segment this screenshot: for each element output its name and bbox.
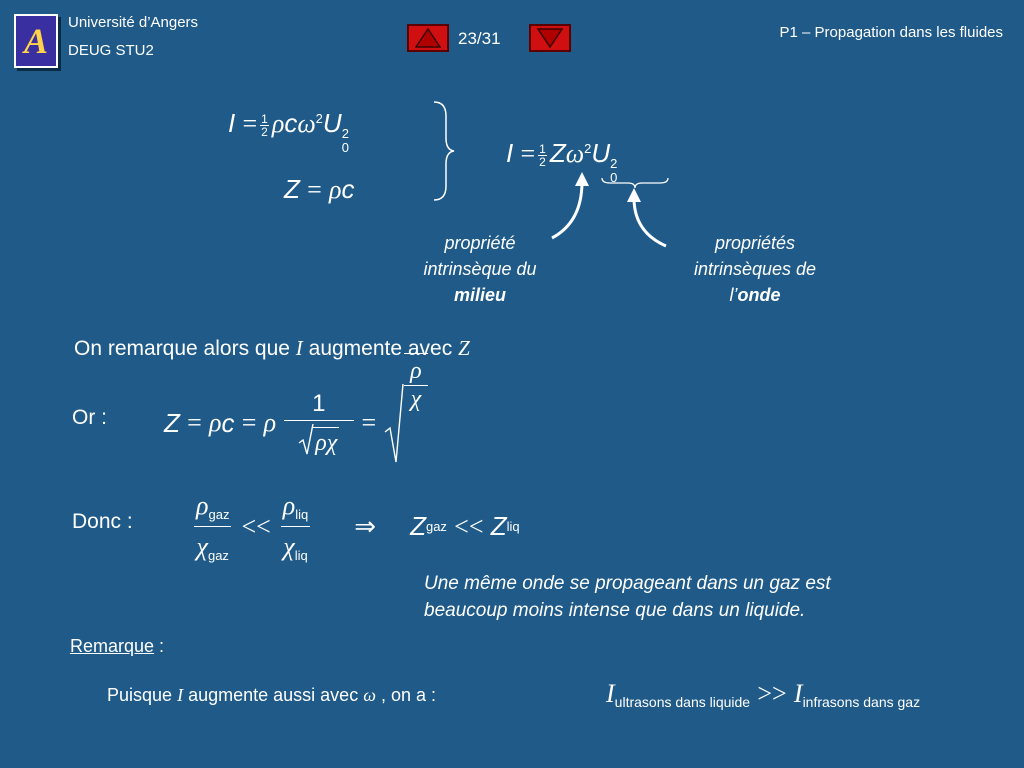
formula-remarque: $I_{ultrasons dans liquide} >> I_{infrasons dans gaz}$ (606, 679, 921, 710)
wave-line2: intrinsèques de (693, 259, 817, 279)
formula-donc: $\rho_{gaz}$ $\chi_{gaz}$ << $\rho_{liq}$ $\chi_{liq}$ ⇒ Z gaz << Z liq (196, 491, 520, 563)
wave-line1: propriétés (714, 233, 796, 253)
conclusion-line1: Une même onde se propageant dans un gaz est (424, 573, 831, 594)
donc-label: Donc : (72, 510, 133, 533)
triangle-down-icon (537, 28, 563, 48)
next-slide-button[interactable] (529, 24, 571, 52)
triangle-up-icon (415, 28, 441, 48)
right-brace-icon (432, 100, 456, 202)
previous-slide-button[interactable] (407, 24, 449, 52)
remarque-colon: : (154, 636, 165, 656)
wave-line3-prefix: l’ (729, 285, 738, 305)
remark-var-z: Z (458, 336, 470, 360)
slide-title: P1 – Propagation dans les fluides (779, 24, 1003, 41)
or-label: Or : (72, 406, 107, 429)
formula-intensity-right: I = $\frac{1}{2}$ $Z\omega^2U$ 2 0 (506, 138, 618, 185)
conclusion-line2: beaucoup moins intense que dans un liquide. (424, 600, 806, 621)
wave-property-annotation (654, 230, 856, 308)
wave-line3-bold: onde (737, 285, 781, 305)
remark-var-i: I (295, 336, 303, 360)
logo-letter: A (23, 21, 48, 61)
puisque-mid: augmente aussi avec (188, 685, 359, 705)
medium-line3: milieu (453, 285, 506, 305)
medium-property-annotation (386, 230, 574, 308)
remark-mid: augmente avec (308, 337, 453, 360)
puisque-var-i: I (177, 685, 184, 705)
formula-intensity-left: I = $\frac{1}{2}$ ρcω$^2$U 2 0 (228, 108, 349, 155)
medium-line2: intrinsèque du (423, 259, 537, 279)
medium-line1: propriété (444, 233, 516, 253)
remark-prefix: On remarque alors que (74, 337, 290, 360)
formula-or: Z = ρ c = ρ $\frac{1}{\rho\chi}$ = ρ χ (164, 378, 428, 468)
formula-impedance: Z = ρc (284, 174, 355, 204)
puisque-line (107, 685, 436, 706)
remarque-heading (70, 636, 164, 657)
course-name: DEUG STU2 (68, 42, 154, 59)
page-counter: 23/31 (458, 29, 501, 48)
puisque-prefix: Puisque (107, 685, 173, 705)
puisque-suffix: , on a : (380, 685, 436, 705)
puisque-omega: ω (363, 685, 376, 705)
wave-line3 (654, 282, 856, 308)
remarque-label: Remarque (70, 636, 155, 656)
logo (14, 14, 58, 68)
conclusion-text (424, 570, 831, 624)
university-name: Université d’Angers (68, 14, 199, 31)
